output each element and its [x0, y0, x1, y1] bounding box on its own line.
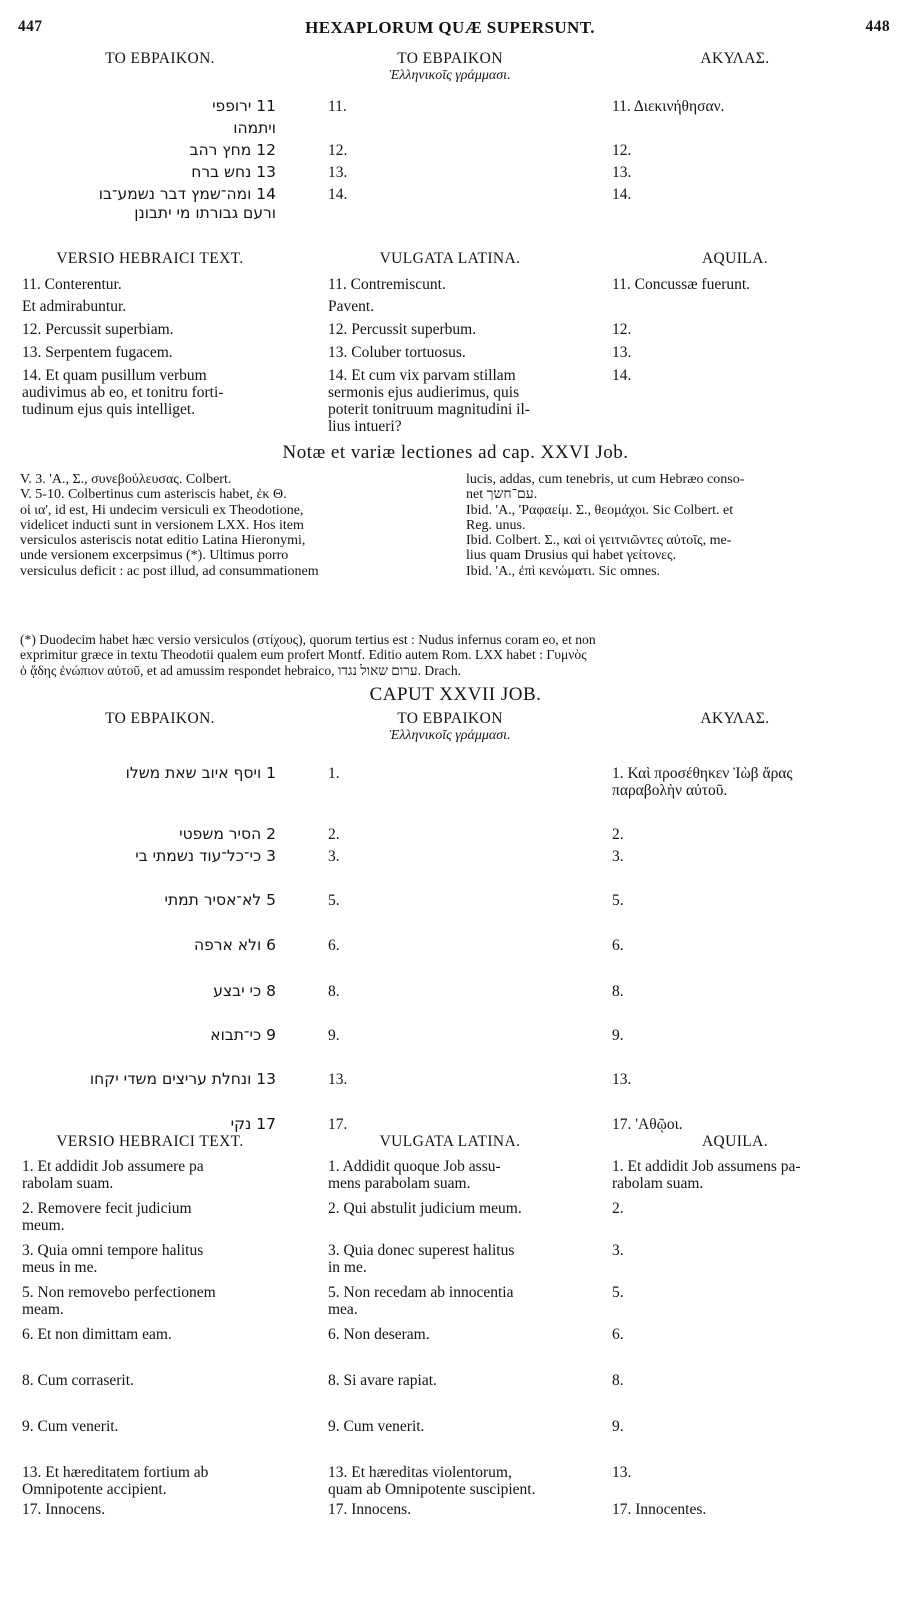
translit-line: 13. — [328, 164, 348, 181]
vulgata-line: lius intueri? — [328, 418, 402, 435]
col-header-aquila-greek: ΑΚΥΛΑΣ. — [700, 50, 770, 67]
page-number-left: 447 — [18, 18, 43, 35]
translit-line: 2. — [328, 826, 340, 843]
versio-line: 13. Et hæreditatem fortium ab — [22, 1464, 209, 1481]
running-title: HEXAPLORUM QUÆ SUPERSUNT. — [305, 18, 595, 37]
versio-line: 2. Removere fecit judicium — [22, 1200, 192, 1217]
versio-line: 5. Non removebo perfectionem — [22, 1284, 216, 1301]
aquila-line: 5. — [612, 892, 624, 909]
vulgata-line: in me. — [328, 1259, 367, 1276]
hebrew-line: 12 מחץ רהב — [189, 141, 276, 159]
aquila-line: 9. — [612, 1418, 624, 1435]
hebrew-line: 5 לא־אסיר תמתי — [164, 891, 276, 909]
col-header-hebrew: TO EBPAIKON. — [105, 50, 215, 67]
vulgata-line: sermonis ejus audierimus, quis — [328, 384, 520, 401]
vulgata-line: 3. Quia donec superest halitus — [328, 1242, 515, 1259]
col-header-vulgata: VULGATA LATINA. — [379, 1133, 521, 1150]
translit-line: 14. — [328, 186, 348, 203]
vulgata-line: 13. Et hæreditas violentorum, — [328, 1464, 512, 1481]
note-line: Ibid. 'Α., 'Ραφαείμ. Σ., θεομάχοι. Sic Colbert. et — [466, 502, 734, 518]
aquila-line: 11. Διεκινήθησαν. — [612, 98, 725, 115]
translit-line: 3. — [328, 848, 340, 865]
note-line: net עם־חשך. — [466, 487, 538, 503]
aquila-line: 13. — [612, 1071, 632, 1088]
aquila-line: 11. Concussæ fuerunt. — [612, 276, 751, 293]
versio-line: 13. Serpentem fugacem. — [22, 344, 173, 361]
translit-line: 11. — [328, 98, 347, 115]
aquila-line: 6. — [612, 1326, 624, 1343]
aquila-line: 13. — [612, 164, 632, 181]
col-header-hebrew: TO EBPAIKON. — [105, 710, 215, 727]
footnote-line: (*) Duodecim habet hæc versio versiculos (στίχους), quorum tertius est : Nudus infernus coram eo, et non — [20, 632, 596, 647]
aquila-line: 13. — [612, 1464, 632, 1481]
note-line: Ibid. 'Α., ἐπὶ κενώματι. Sic omnes. — [466, 563, 661, 579]
versio-line: 8. Cum corraserit. — [22, 1372, 134, 1389]
hebrew-line: ורעם גבורתו מי יתבונן — [134, 204, 276, 222]
hebrew-line: ויתמהו — [233, 119, 276, 137]
vulgata-line: mea. — [328, 1301, 358, 1318]
translit-line: 12. — [328, 142, 348, 159]
hebrew-line: 6 ולא ארפה — [193, 936, 276, 954]
col-header-translit: TO EBPAIKON — [397, 710, 503, 727]
vulgata-line: 12. Percussit superbum. — [328, 321, 477, 338]
hebrew-line: 13 נחש ברח — [191, 163, 276, 181]
aquila-line: 8. — [612, 1372, 624, 1389]
versio-line: 1. Et addidit Job assumere pa — [22, 1158, 204, 1175]
versio-line: audivimus ab eo, et tonitru forti- — [22, 384, 224, 401]
note-line: V. 5-10. Colbertinus cum asteriscis habet, ἐκ Θ. — [20, 487, 287, 503]
note-line: lucis, addas, cum tenebris, ut cum Hebræo conso- — [466, 472, 745, 487]
aquila-line: 13. — [612, 344, 632, 361]
versio-line: 6. Et non dimittam eam. — [22, 1326, 172, 1343]
col-header-versio: VERSIO HEBRAICI TEXT. — [56, 1133, 244, 1150]
vulgata-line: 9. Cum venerit. — [328, 1418, 425, 1435]
translit-line: 1. — [328, 765, 340, 782]
versio-line: tudinum ejus quis intelliget. — [22, 401, 196, 418]
hebrew-line: 13 ונחלת עריצים משדי יקחו — [89, 1070, 276, 1088]
col-header-aquila: AQUILA. — [701, 250, 769, 267]
notes-heading: Notæ et variæ lectiones ad cap. XXVI Job. — [282, 442, 629, 463]
translit-line: 9. — [328, 1027, 340, 1044]
vulgata-line: 13. Coluber tortuosus. — [328, 344, 466, 361]
vulgata-line: 14. Et cum vix parvam stillam — [328, 367, 516, 384]
vulgata-line: 1. Addidit quoque Job assu- — [328, 1158, 501, 1175]
vulgata-line: 5. Non recedam ab innocentia — [328, 1284, 514, 1301]
hebrew-line: 2 הסיר משפטי — [179, 825, 276, 843]
versio-line: 14. Et quam pusillum verbum — [22, 367, 207, 384]
note-line: V. 3. 'Α., Σ., συνεβούλευσας. Colbert. — [20, 472, 232, 487]
aquila-line: 2. — [612, 826, 624, 843]
aquila-line: 12. — [612, 142, 632, 159]
aquila-line: 9. — [612, 1027, 624, 1044]
translit-line: 8. — [328, 983, 340, 1000]
versio-line: 9. Cum venerit. — [22, 1418, 119, 1435]
versio-line: meus in me. — [22, 1259, 98, 1276]
aquila-line: 17. 'Αθῷοι. — [612, 1116, 683, 1133]
col-subheader-translit: Ἑλληνικοῖς γράμμασι. — [389, 68, 511, 83]
aquila-line: 3. — [612, 1242, 624, 1259]
vulgata-line: poterit tonitruum magnitudini il- — [328, 401, 530, 418]
vulgata-line: 6. Non deseram. — [328, 1326, 430, 1343]
versio-line: Omnipotente accipient. — [22, 1481, 167, 1498]
note-line: versiculos asteriscis notat editio Latina Hieronymi, — [20, 533, 306, 549]
note-line: lius quam Drusius qui habet γείτονες. — [466, 548, 677, 564]
aquila-line: 5. — [612, 1284, 624, 1301]
versio-line: meam. — [22, 1301, 64, 1318]
vulgata-line: mens parabolam suam. — [328, 1175, 471, 1192]
col-header-aquila: AQUILA. — [701, 1133, 769, 1150]
vulgata-line: Pavent. — [328, 298, 375, 315]
versio-line: Et admirabuntur. — [22, 298, 127, 315]
hebrew-line: 3 כי־כל־עוד נשמתי בי — [135, 847, 276, 865]
aquila-line: 1. Et addidit Job assumens pa- — [612, 1158, 801, 1175]
hebrew-line: 8 כי יבצע — [213, 982, 276, 1000]
translit-line: 17. — [328, 1116, 348, 1133]
hebrew-line: 14 ומה־שמץ דבר נשמע־בו — [98, 185, 276, 203]
note-line: unde versionem excerpsimus (*). Ultimus porro — [20, 548, 289, 564]
translit-line: 5. — [328, 892, 340, 909]
aquila-line: 6. — [612, 937, 624, 954]
versio-line: 3. Quia omni tempore halitus — [22, 1242, 204, 1259]
note-line: Reg. unus. — [466, 517, 526, 533]
note-line: videlicet inducti sunt in versionem LXX. Hos item — [20, 517, 304, 533]
col-header-aquila-greek: ΑΚΥΛΑΣ. — [700, 710, 770, 727]
vulgata-line: 8. Si avare rapiat. — [328, 1372, 437, 1389]
footnote — [20, 632, 890, 678]
col-header-versio: VERSIO HEBRAICI TEXT. — [56, 250, 244, 267]
note-line: οἱ ια', id est, Hi undecim versiculi ex Theodotione, — [20, 502, 304, 518]
notes-left — [20, 472, 440, 579]
translit-line: 13. — [328, 1071, 348, 1088]
chapter-title: CAPUT XXVII JOB. — [369, 684, 542, 705]
versio-line: rabolam suam. — [22, 1175, 114, 1192]
aquila-line: 1. Καὶ προσέθηκεν Ἰὼβ ἄρας — [612, 765, 793, 782]
col-subheader-translit: Ἑλληνικοῖς γράμμασι. — [389, 728, 511, 743]
vulgata-line: 2. Qui abstulit judicium meum. — [328, 1200, 522, 1217]
vulgata-line: 11. Contremiscunt. — [328, 276, 446, 293]
aquila-line: 8. — [612, 983, 624, 1000]
versio-line: 17. Innocens. — [22, 1501, 106, 1518]
aquila-line: παραβολὴν αὐτοῦ. — [612, 782, 728, 799]
aquila-line: 14. — [612, 367, 632, 384]
hebrew-line: 1 ויסף איוב שאת משלו — [125, 764, 276, 782]
page-number-right: 448 — [865, 18, 890, 35]
aquila-line: rabolam suam. — [612, 1175, 704, 1192]
translit-line: 6. — [328, 937, 340, 954]
col-header-translit: TO EBPAIKON — [397, 50, 503, 67]
hebrew-line: 11 ירופפי — [212, 97, 276, 115]
note-line: versiculus deficit : ac post illud, ad consummationem — [20, 563, 319, 579]
aquila-line: 3. — [612, 848, 624, 865]
vulgata-line: quam ab Omnipotente suscipient. — [328, 1481, 536, 1498]
aquila-line: 2. — [612, 1200, 624, 1217]
hebrew-line: 17 נקי — [230, 1115, 276, 1133]
aquila-line: 12. — [612, 321, 632, 338]
vulgata-line: 17. Innocens. — [328, 1501, 412, 1518]
versio-line: 12. Percussit superbiam. — [22, 321, 174, 338]
aquila-line: 14. — [612, 186, 632, 203]
footnote-line: exprimitur græce in textu Theodotii qualem eum profert Montf. Editio autem Rom. LXX habet : Γυμνὸς — [20, 647, 587, 663]
aquila-line: 17. Innocentes. — [612, 1501, 707, 1518]
versio-line: 11. Conterentur. — [22, 276, 122, 293]
note-line: Ibid. Colbert. Σ., καὶ οἱ γειτνιῶντες αὐτοῖς, me- — [466, 533, 732, 549]
col-header-vulgata: VULGATA LATINA. — [379, 250, 521, 267]
versio-line: meum. — [22, 1217, 65, 1234]
footnote-line: ὁ ᾅδης ἐνώπιον αὐτοῦ, et ad amussim respondet hebraico, ערום שאול נגדו. Drach. — [20, 662, 462, 678]
hebrew-line: 9 כי־תבוא — [210, 1026, 276, 1044]
notes-right — [466, 472, 886, 579]
